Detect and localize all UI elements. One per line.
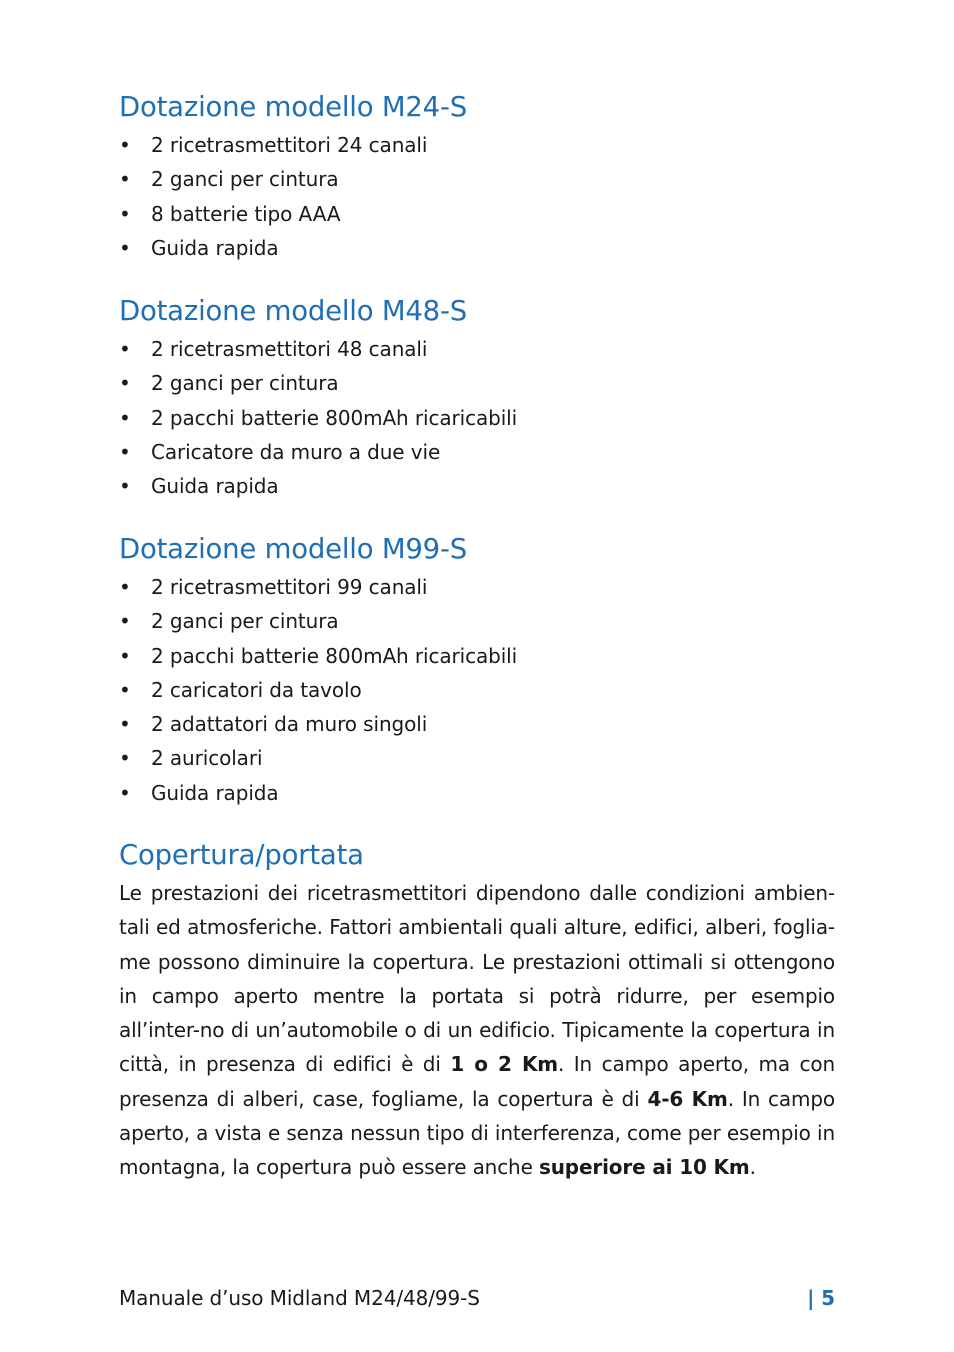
bullet: • [119, 643, 131, 668]
list-item: • 2 caricatori da tavolo [119, 673, 517, 707]
list-item: • 2 ricetrasmettitori 24 canali [119, 128, 467, 162]
bullet: • [119, 780, 131, 805]
bullet: • [119, 439, 131, 464]
list-item: • 2 ganci per cintura [119, 366, 517, 400]
equipment-list [119, 128, 467, 265]
emphasis: 4-6 Km [647, 1086, 728, 1111]
manual-title: Manuale d’uso Midland M24/48/99-S [119, 1286, 480, 1310]
section-heading: Dotazione modello M24-S [119, 91, 467, 123]
bullet: • [119, 405, 131, 430]
bullet: • [119, 712, 131, 737]
list-item: • Caricatore da muro a due vie [119, 435, 517, 469]
section-coverage [119, 838, 835, 1185]
bullet: • [119, 474, 131, 499]
bullet: • [119, 371, 131, 396]
list-item: • 2 pacchi batterie 800mAh ricaricabili [119, 639, 517, 673]
list-item: • Guida rapida [119, 231, 467, 265]
section-m24s [119, 90, 467, 265]
section-m48s [119, 294, 517, 503]
section-heading: Dotazione modello M48-S [119, 295, 467, 327]
bullet: • [119, 235, 131, 260]
bullet: • [119, 201, 131, 226]
list-item: • 2 ganci per cintura [119, 604, 517, 638]
emphasis: 1 o 2 Km [450, 1052, 558, 1077]
section-heading: Copertura/portata [119, 839, 364, 871]
bullet: • [119, 133, 131, 157]
emphasis: superiore ai 10 Km [538, 1155, 750, 1180]
page-number: | 5 [807, 1286, 835, 1310]
section-heading: Dotazione modello M99-S [119, 533, 467, 565]
list-item: • 2 auricolari [119, 741, 517, 775]
bullet: • [119, 609, 131, 634]
bullet: • [119, 575, 131, 599]
equipment-list [119, 332, 517, 503]
list-item: • Guida rapida [119, 469, 517, 503]
bullet: • [119, 337, 131, 361]
coverage-paragraph: Le prestazioni dei ricetrasmettitori dipendono dalle condizioni ambien-tali ed atmosferiche. Fattori ambientali quali alture, edifici, alberi, foglia-me possono diminuire la copertura. Le prestazioni ottimali si ottengono in campo aperto mentre la portata si potrà ridurre, per esempio all’inter-no di un’automobile o di un edificio. Tipicamente la copertura in città, in presenza di edifici è di 1 o 2 Km. In campo aperto, ma con presenza di alberi, case, fogliame, la copertura è di 4-6 Km. In campo aperto, a vista e senza nessun tipo di interferenza, come per esempio in montagna, la copertura può essere anche superiore ai 10 Km. [119, 881, 835, 1180]
list-item: • 2 ricetrasmettitori 99 canali [119, 570, 517, 604]
page-footer [119, 1283, 835, 1313]
list-item: • 2 pacchi batterie 800mAh ricaricabili [119, 401, 517, 435]
equipment-list [119, 570, 517, 810]
list-item: • 2 adattatori da muro singoli [119, 707, 517, 741]
bullet: • [119, 746, 131, 771]
section-m99s [119, 532, 517, 810]
bullet: • [119, 677, 131, 702]
list-item: • 2 ganci per cintura [119, 162, 467, 196]
list-item: • 8 batterie tipo AAA [119, 197, 467, 231]
list-item: • 2 ricetrasmettitori 48 canali [119, 332, 517, 366]
bullet: • [119, 167, 131, 192]
list-item: • Guida rapida [119, 776, 517, 810]
